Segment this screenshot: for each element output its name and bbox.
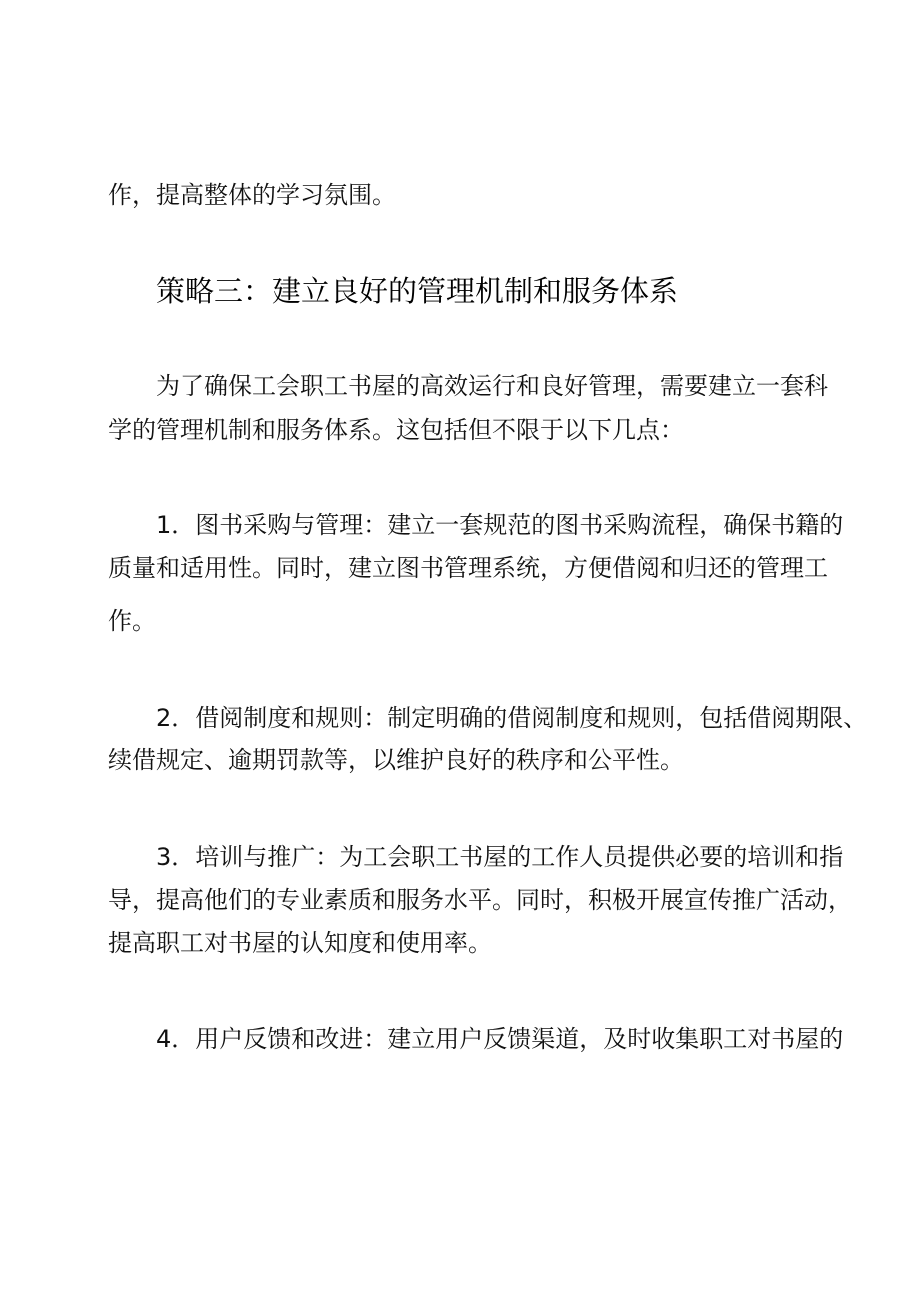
paragraph-line: 作，提高整体的学习氛围。 (108, 181, 396, 209)
list-item-line: 2．借阅制度和规则：制定明确的借阅制度和规则，包括借阅期限、 (156, 704, 868, 732)
list-item-line: 3．培训与推广：为工会职工书屋的工作人员提供必要的培训和指 (156, 843, 844, 871)
list-item-line: 作。 (108, 607, 156, 635)
list-item-line: 4．用户反馈和改进：建立用户反馈渠道，及时收集职工对书屋的 (156, 1025, 844, 1053)
paragraph-line: 为了确保工会职工书屋的高效运行和良好管理，需要建立一套科 (156, 372, 828, 400)
list-item-line: 质量和适用性。同时，建立图书管理系统，方便借阅和归还的管理工 (108, 554, 828, 582)
list-item-line: 提高职工对书屋的认知度和使用率。 (108, 929, 492, 957)
list-item-line: 续借规定、逾期罚款等，以维护良好的秩序和公平性。 (108, 746, 684, 774)
list-item-line: 导，提高他们的专业素质和服务水平。同时，积极开展宣传推广活动， (108, 886, 852, 914)
paragraph-line: 学的管理机制和服务体系。这包括但不限于以下几点： (108, 416, 684, 444)
section-heading: 策略三：建立良好的管理机制和服务体系 (156, 274, 679, 308)
list-item-line: 1．图书采购与管理：建立一套规范的图书采购流程，确保书籍的 (156, 511, 844, 539)
